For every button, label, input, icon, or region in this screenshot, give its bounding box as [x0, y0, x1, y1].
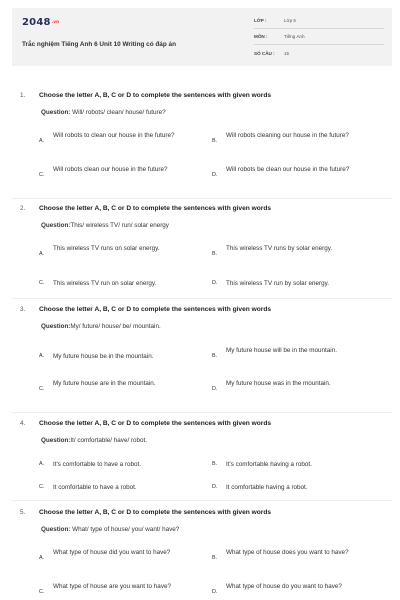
question-prompt: Question:My/ future/ house/ be/ mountain. — [41, 323, 161, 330]
divider — [12, 298, 392, 299]
question-instruction: Choose the letter A, B, C or D to complete the sentences with given words — [39, 92, 272, 99]
question-number: 3. — [20, 306, 26, 313]
subject-field: MÔN : Tiếng Anh — [254, 33, 384, 45]
question-instruction: Choose the letter A, B, C or D to complete the sentences with given words — [39, 509, 272, 516]
question-count-field: SỐ CÂU : 15 — [254, 51, 290, 56]
question-number: 4. — [20, 420, 26, 427]
question-instruction: Choose the letter A, B, C or D to complete the sentences with given words — [39, 205, 272, 212]
divider — [12, 412, 392, 413]
question-number: 1. — [20, 92, 26, 99]
question-prompt: Question: What/ type of house/ you/ want/ have? — [41, 526, 180, 533]
page-title: Trắc nghiệm Tiếng Anh 6 Unit 10 Writing có đáp án — [22, 41, 176, 48]
question-number: 2. — [20, 205, 26, 212]
document-header — [12, 8, 392, 66]
divider — [12, 500, 392, 501]
question-number: 5. — [20, 509, 26, 516]
site-logo[interactable]: $2048^{.vn}$ — [22, 17, 60, 28]
question-prompt: Question: Will/ robots/ clean/ house/ future? — [41, 109, 166, 116]
question-prompt: Question:This/ wireless TV/ run/ solar energy — [41, 222, 169, 229]
question-instruction: Choose the letter A, B, C or D to complete the sentences with given words — [39, 306, 272, 313]
class-field: LỚP : Lớp 6 — [254, 17, 384, 29]
question-prompt: Question:It/ comfortable/ have/ robot. — [41, 437, 148, 444]
divider — [12, 198, 392, 199]
question-instruction: Choose the letter A, B, C or D to complete the sentences with given words — [39, 420, 272, 427]
